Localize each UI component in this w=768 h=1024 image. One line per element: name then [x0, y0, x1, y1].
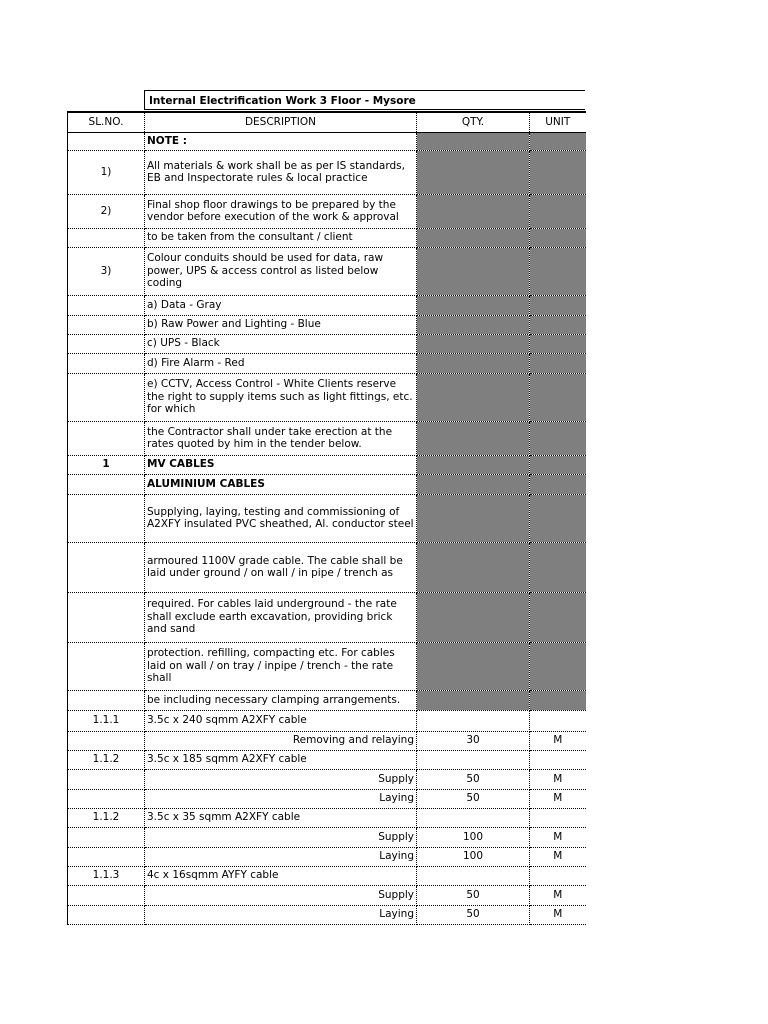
cell-unit — [530, 247, 586, 295]
cell-qty — [417, 642, 530, 690]
sheet-title: Internal Electrification Work 3 Floor - Mysore — [144, 90, 585, 110]
cell-description: required. For cables laid underground - the rate shall exclude earth excavation, providing brick and sand — [145, 592, 417, 642]
table-row — [68, 247, 586, 295]
cell-unit: M — [530, 789, 586, 808]
cell-unit — [530, 542, 586, 592]
cell-unit — [530, 194, 586, 228]
cell-unit — [530, 592, 586, 642]
cell-description: Removing and relaying — [145, 731, 417, 750]
cell-qty — [417, 295, 530, 315]
table-row — [68, 592, 586, 642]
cell-unit — [530, 455, 586, 474]
cell-qty — [417, 710, 530, 731]
cell-unit: M — [530, 827, 586, 847]
cell-qty — [417, 750, 530, 769]
cell-unit — [530, 315, 586, 334]
cell-unit — [530, 334, 586, 353]
cell-description: Laying — [145, 905, 417, 924]
cell-qty: 50 — [417, 789, 530, 808]
table-row — [68, 353, 586, 373]
cell-unit — [530, 150, 586, 194]
cell-description: Final shop floor drawings to be prepared by the vendor before execution of the work & approval — [145, 194, 417, 228]
cell-sl — [68, 295, 145, 315]
cell-qty — [417, 494, 530, 542]
cell-qty: 50 — [417, 905, 530, 924]
cell-sl — [68, 228, 145, 247]
table-row — [68, 731, 586, 750]
cell-qty — [417, 592, 530, 642]
cell-qty — [417, 808, 530, 827]
cell-sl — [68, 353, 145, 373]
table-row — [68, 132, 586, 150]
header-qty: QTY. — [417, 112, 530, 132]
table-row — [68, 474, 586, 494]
cell-qty: 100 — [417, 847, 530, 866]
cell-qty — [417, 474, 530, 494]
header-description: DESCRIPTION — [145, 112, 417, 132]
header-unit: UNIT — [530, 112, 586, 132]
table-row — [68, 885, 586, 905]
cell-sl: 1 — [68, 455, 145, 474]
cell-qty — [417, 542, 530, 592]
cell-unit: M — [530, 769, 586, 789]
table-row — [68, 228, 586, 247]
cell-sl — [68, 132, 145, 150]
table-row — [68, 150, 586, 194]
boq-table — [67, 111, 586, 925]
cell-sl — [68, 847, 145, 866]
cell-description: armoured 1100V grade cable. The cable shall be laid under ground / on wall / in pipe / trench as — [145, 542, 417, 592]
cell-unit — [530, 690, 586, 710]
cell-unit: M — [530, 847, 586, 866]
cell-unit — [530, 750, 586, 769]
table-row — [68, 866, 586, 885]
cell-unit — [530, 642, 586, 690]
cell-qty — [417, 373, 530, 421]
header-sl: SL.NO. — [68, 112, 145, 132]
cell-description: Colour conduits should be used for data, raw power, UPS & access control as listed below coding — [145, 247, 417, 295]
header-row — [68, 112, 586, 132]
cell-description: 3.5c x 240 sqmm A2XFY cable — [145, 710, 417, 731]
table-row — [68, 373, 586, 421]
spreadsheet — [67, 90, 585, 925]
cell-qty: 100 — [417, 827, 530, 847]
cell-description: a) Data - Gray — [145, 295, 417, 315]
table-row — [68, 847, 586, 866]
table-row — [68, 542, 586, 592]
cell-description: Laying — [145, 847, 417, 866]
cell-unit — [530, 353, 586, 373]
cell-description: be including necessary clamping arrangements. — [145, 690, 417, 710]
cell-qty — [417, 690, 530, 710]
cell-unit — [530, 373, 586, 421]
cell-sl: 1.1.3 — [68, 866, 145, 885]
cell-qty — [417, 194, 530, 228]
table-row — [68, 642, 586, 690]
cell-sl — [68, 474, 145, 494]
cell-description: 4c x 16sqmm AYFY cable — [145, 866, 417, 885]
cell-qty — [417, 866, 530, 885]
cell-qty: 50 — [417, 885, 530, 905]
table-row — [68, 750, 586, 769]
cell-qty — [417, 150, 530, 194]
cell-qty: 50 — [417, 769, 530, 789]
cell-sl — [68, 373, 145, 421]
cell-unit — [530, 421, 586, 455]
cell-sl — [68, 789, 145, 808]
cell-description: All materials & work shall be as per IS standards, EB and Inspectorate rules & local practice — [145, 150, 417, 194]
cell-unit — [530, 474, 586, 494]
cell-unit — [530, 710, 586, 731]
cell-description: b) Raw Power and Lighting - Blue — [145, 315, 417, 334]
table-row — [68, 690, 586, 710]
cell-sl — [68, 421, 145, 455]
cell-qty — [417, 132, 530, 150]
cell-description: e) CCTV, Access Control - White Clients reserve the right to supply items such as light fittings, etc. for which — [145, 373, 417, 421]
cell-sl — [68, 592, 145, 642]
cell-sl: 1.1.2 — [68, 750, 145, 769]
table-row — [68, 769, 586, 789]
cell-description: c) UPS - Black — [145, 334, 417, 353]
cell-sl: 2) — [68, 194, 145, 228]
cell-sl — [68, 315, 145, 334]
table-row — [68, 194, 586, 228]
cell-description: Supply — [145, 769, 417, 789]
cell-sl: 1.1.1 — [68, 710, 145, 731]
table-row — [68, 710, 586, 731]
cell-description: Laying — [145, 789, 417, 808]
cell-sl — [68, 769, 145, 789]
table-row — [68, 789, 586, 808]
cell-description: to be taken from the consultant / client — [145, 228, 417, 247]
table-row — [68, 905, 586, 924]
cell-sl — [68, 494, 145, 542]
cell-sl — [68, 827, 145, 847]
cell-description: 3.5c x 35 sqmm A2XFY cable — [145, 808, 417, 827]
cell-description: NOTE : — [145, 132, 417, 150]
cell-unit — [530, 132, 586, 150]
table-row — [68, 421, 586, 455]
cell-unit — [530, 808, 586, 827]
cell-description: 3.5c x 185 sqmm A2XFY cable — [145, 750, 417, 769]
cell-description: MV CABLES — [145, 455, 417, 474]
cell-sl — [68, 731, 145, 750]
table-row — [68, 827, 586, 847]
cell-description: d) Fire Alarm - Red — [145, 353, 417, 373]
cell-sl — [68, 642, 145, 690]
cell-qty — [417, 247, 530, 295]
cell-unit: M — [530, 905, 586, 924]
cell-sl: 1) — [68, 150, 145, 194]
cell-unit: M — [530, 731, 586, 750]
cell-qty — [417, 455, 530, 474]
cell-sl — [68, 542, 145, 592]
table-row — [68, 315, 586, 334]
cell-description: protection. refilling, compacting etc. For cables laid on wall / on tray / inpipe / trench - the rate shall — [145, 642, 417, 690]
cell-qty — [417, 421, 530, 455]
table-row — [68, 455, 586, 474]
table-row — [68, 334, 586, 353]
table-row — [68, 808, 586, 827]
cell-sl — [68, 690, 145, 710]
table-row — [68, 295, 586, 315]
title-row — [67, 90, 585, 111]
cell-sl — [68, 885, 145, 905]
cell-description: Supply — [145, 827, 417, 847]
cell-description: ALUMINIUM CABLES — [145, 474, 417, 494]
cell-sl — [68, 905, 145, 924]
cell-qty — [417, 228, 530, 247]
cell-unit — [530, 866, 586, 885]
cell-sl: 1.1.2 — [68, 808, 145, 827]
cell-description: the Contractor shall under take erection at the rates quoted by him in the tender below. — [145, 421, 417, 455]
cell-description: Supplying, laying, testing and commissioning of A2XFY insulated PVC sheathed, Al. conductor steel — [145, 494, 417, 542]
cell-unit: M — [530, 885, 586, 905]
cell-description: Supply — [145, 885, 417, 905]
cell-sl — [68, 334, 145, 353]
cell-qty — [417, 315, 530, 334]
cell-qty: 30 — [417, 731, 530, 750]
cell-sl: 3) — [68, 247, 145, 295]
table-row — [68, 494, 586, 542]
cell-unit — [530, 494, 586, 542]
cell-qty — [417, 334, 530, 353]
cell-unit — [530, 295, 586, 315]
cell-unit — [530, 228, 586, 247]
cell-qty — [417, 353, 530, 373]
